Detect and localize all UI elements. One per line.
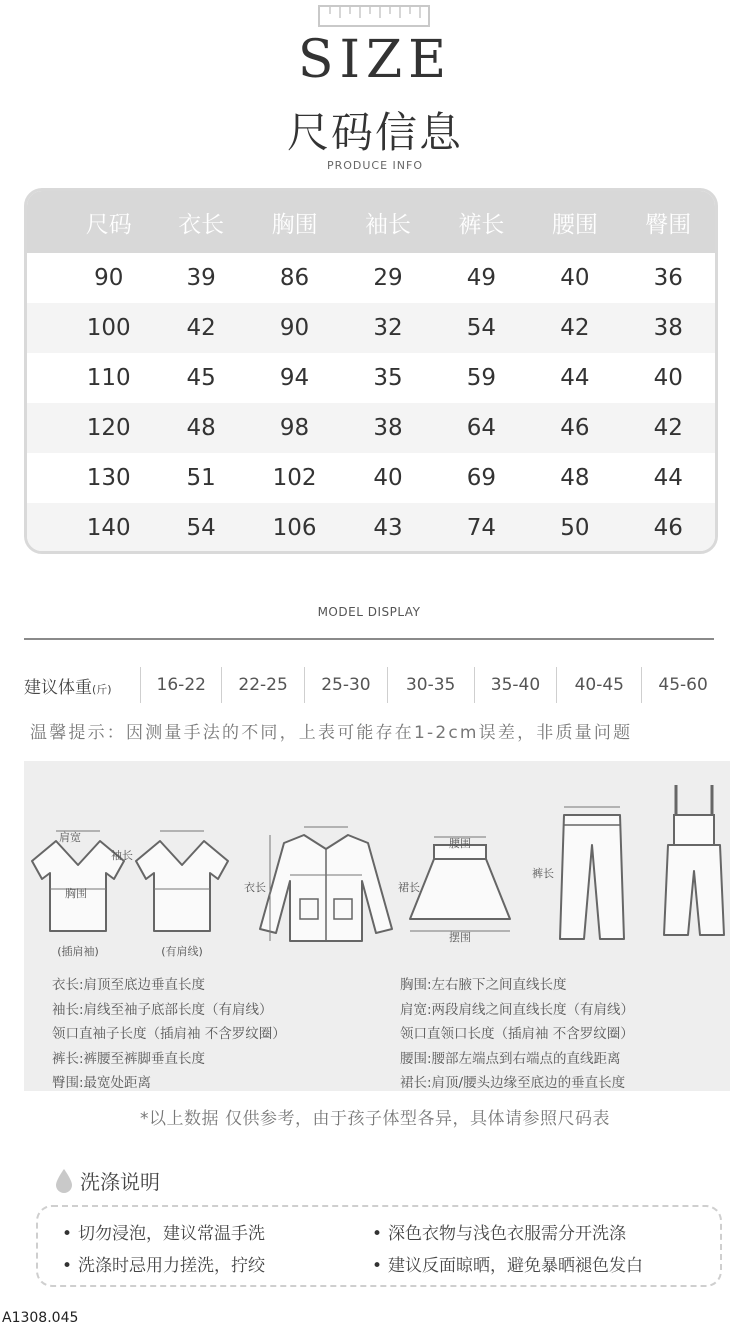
- weight-label-text: 建议体重: [24, 677, 92, 698]
- wash-item: • 切勿浸泡，建议常温手洗: [62, 1219, 265, 1244]
- waist-label: 腰围: [449, 837, 471, 850]
- header-cell: 尺码: [85, 211, 132, 238]
- table-cell: 40: [373, 465, 403, 491]
- table-row: [27, 353, 715, 403]
- wash-title: [54, 1166, 160, 1195]
- table-cell: 90: [279, 315, 310, 341]
- length-label: 衣长: [244, 881, 266, 894]
- table-cell: 42: [186, 315, 216, 341]
- table-cell: 45: [186, 365, 216, 391]
- hem-label: 摆围: [449, 931, 471, 944]
- table-cell: 120: [86, 415, 131, 441]
- definition-item: 裤长:裤腰至裤脚垂直长度: [52, 1050, 206, 1067]
- table-cell: 44: [560, 365, 590, 391]
- table-cell: 51: [186, 465, 216, 491]
- table-cell: 29: [373, 265, 403, 291]
- size-table: [24, 188, 718, 554]
- header-cell: 臀围: [645, 211, 692, 238]
- table-cell: 98: [279, 415, 310, 441]
- product-code: A1308.045: [2, 1310, 79, 1326]
- water-drop-icon: [54, 1168, 74, 1194]
- weight-cell: 30-35: [387, 667, 474, 703]
- table-cell: 36: [653, 265, 683, 291]
- definition-item: 袖长:肩线至袖子底部长度（有肩线）: [52, 1001, 273, 1018]
- shoulder-label: 肩宽: [59, 831, 81, 844]
- weight-cell: 40-45: [556, 667, 641, 703]
- jacket-illustration: [256, 819, 396, 949]
- table-cell: 86: [279, 265, 310, 291]
- table-cell: 46: [560, 415, 590, 441]
- overalls-illustration: [662, 775, 726, 941]
- tshirt-shoulder-illustration: [130, 819, 234, 939]
- table-cell: 32: [373, 315, 403, 341]
- table-cell: 110: [86, 365, 131, 391]
- table-cell: 43: [373, 515, 403, 541]
- table-cell: 102: [272, 465, 317, 491]
- definition-item: 衣长:肩顶至底边垂直长度: [52, 977, 206, 993]
- weight-cell: 22-25: [221, 667, 304, 703]
- definition-item: 肩宽:两段肩线之间直线长度（有肩线）: [400, 1001, 635, 1018]
- table-cell: 140: [86, 515, 131, 541]
- wash-item: • 深色衣物与浅色衣服需分开洗涤: [372, 1219, 626, 1244]
- measurement-guide: [24, 761, 730, 1091]
- tshirt-shoulder-caption: (有肩线): [161, 945, 203, 958]
- header-cell: 衣长: [178, 211, 225, 238]
- size-info-title: 尺码信息: [286, 108, 463, 157]
- definition-item: 臀围:最宽处距离: [52, 1075, 152, 1091]
- table-cell: 106: [272, 515, 317, 541]
- definition-item: 胸围:左右腋下之间直线长度: [400, 977, 567, 993]
- table-cell: 48: [186, 415, 216, 441]
- sleeve-label: 袖长: [111, 849, 133, 862]
- weight-cell: 35-40: [474, 667, 557, 703]
- table-row: [27, 303, 715, 353]
- skirt-length-label: 裙长: [398, 881, 420, 894]
- table-cell: 130: [86, 465, 131, 491]
- wash-item: • 建议反面晾晒，避免暴晒褪色发白: [372, 1251, 643, 1276]
- wash-item: • 洗涤时忌用力搓洗，拧绞: [62, 1251, 265, 1276]
- header-cell: 胸围: [271, 211, 318, 238]
- weight-label: [24, 673, 140, 698]
- definition-item: 裙长:肩顶/腰头边缘至底边的垂直长度: [400, 1075, 626, 1091]
- pants-length-label: 裤长: [532, 867, 554, 880]
- weight-cell: 16-22: [140, 667, 221, 703]
- table-row: [27, 453, 715, 503]
- table-cell: 64: [466, 415, 497, 441]
- table-row: [27, 403, 715, 453]
- weight-cell: 45-60: [641, 667, 724, 703]
- pants-illustration: [556, 805, 628, 945]
- table-cell: 38: [373, 415, 403, 441]
- table-cell: 44: [653, 465, 683, 491]
- tshirt-raglan-caption: (插肩袖): [57, 945, 99, 958]
- table-cell: 40: [560, 265, 590, 291]
- table-cell: 35: [373, 365, 403, 391]
- reference-note: *以上数据 仅供参考，由于孩子体型各异，具体请参照尺码表: [140, 1109, 610, 1129]
- ruler-icon: [318, 5, 430, 27]
- table-cell: 59: [466, 365, 497, 391]
- definition-item: 腰围:腰部左端点到右端点的直线距离: [400, 1050, 621, 1067]
- table-cell: 42: [560, 315, 590, 341]
- wash-title-text: 洗涤说明: [80, 1170, 160, 1194]
- table-row: [27, 253, 715, 303]
- produce-info-subtitle: PRODUCE INFO: [326, 159, 424, 172]
- header-cell: 袖长: [364, 211, 411, 238]
- table-cell: 94: [279, 365, 310, 391]
- table-cell: 54: [466, 315, 497, 341]
- divider: [24, 638, 714, 640]
- wash-instructions-box: [36, 1205, 722, 1287]
- table-row: [27, 503, 715, 553]
- table-cell: 39: [186, 265, 216, 291]
- table-cell: 74: [466, 515, 497, 541]
- table-cell: 46: [653, 515, 683, 541]
- tip-text: 温馨提示：因测量手法的不同，上表可能存在1-2cm误差，非质量问题: [30, 723, 633, 743]
- weight-unit: (斤): [92, 682, 112, 696]
- definitions-right: [400, 973, 634, 1096]
- definitions-left: [52, 973, 286, 1096]
- table-cell: 69: [466, 465, 497, 491]
- table-cell: 38: [653, 315, 683, 341]
- table-cell: 50: [560, 515, 590, 541]
- size-title: SIZE: [297, 30, 453, 90]
- table-cell: 42: [653, 415, 683, 441]
- weight-row: [24, 665, 724, 705]
- header-cell: 裤长: [458, 211, 505, 238]
- table-cell: 54: [186, 515, 216, 541]
- table-cell: 100: [86, 315, 131, 341]
- table-cell: 90: [94, 265, 124, 291]
- size-table-header: [27, 191, 715, 253]
- table-cell: 49: [466, 265, 497, 291]
- definition-item: 领口直领口长度（插肩袖 不含罗纹圈）: [400, 1026, 634, 1042]
- model-display-label: MODEL DISPLAY: [317, 605, 421, 619]
- chest-label: 胸围: [65, 887, 87, 900]
- table-cell: 40: [653, 365, 683, 391]
- table-cell: 48: [560, 465, 590, 491]
- definition-item: 领口直袖子长度（插肩袖 不含罗纹圈）: [52, 1026, 286, 1042]
- header-cell: 腰围: [551, 211, 598, 238]
- weight-cell: 25-30: [304, 667, 387, 703]
